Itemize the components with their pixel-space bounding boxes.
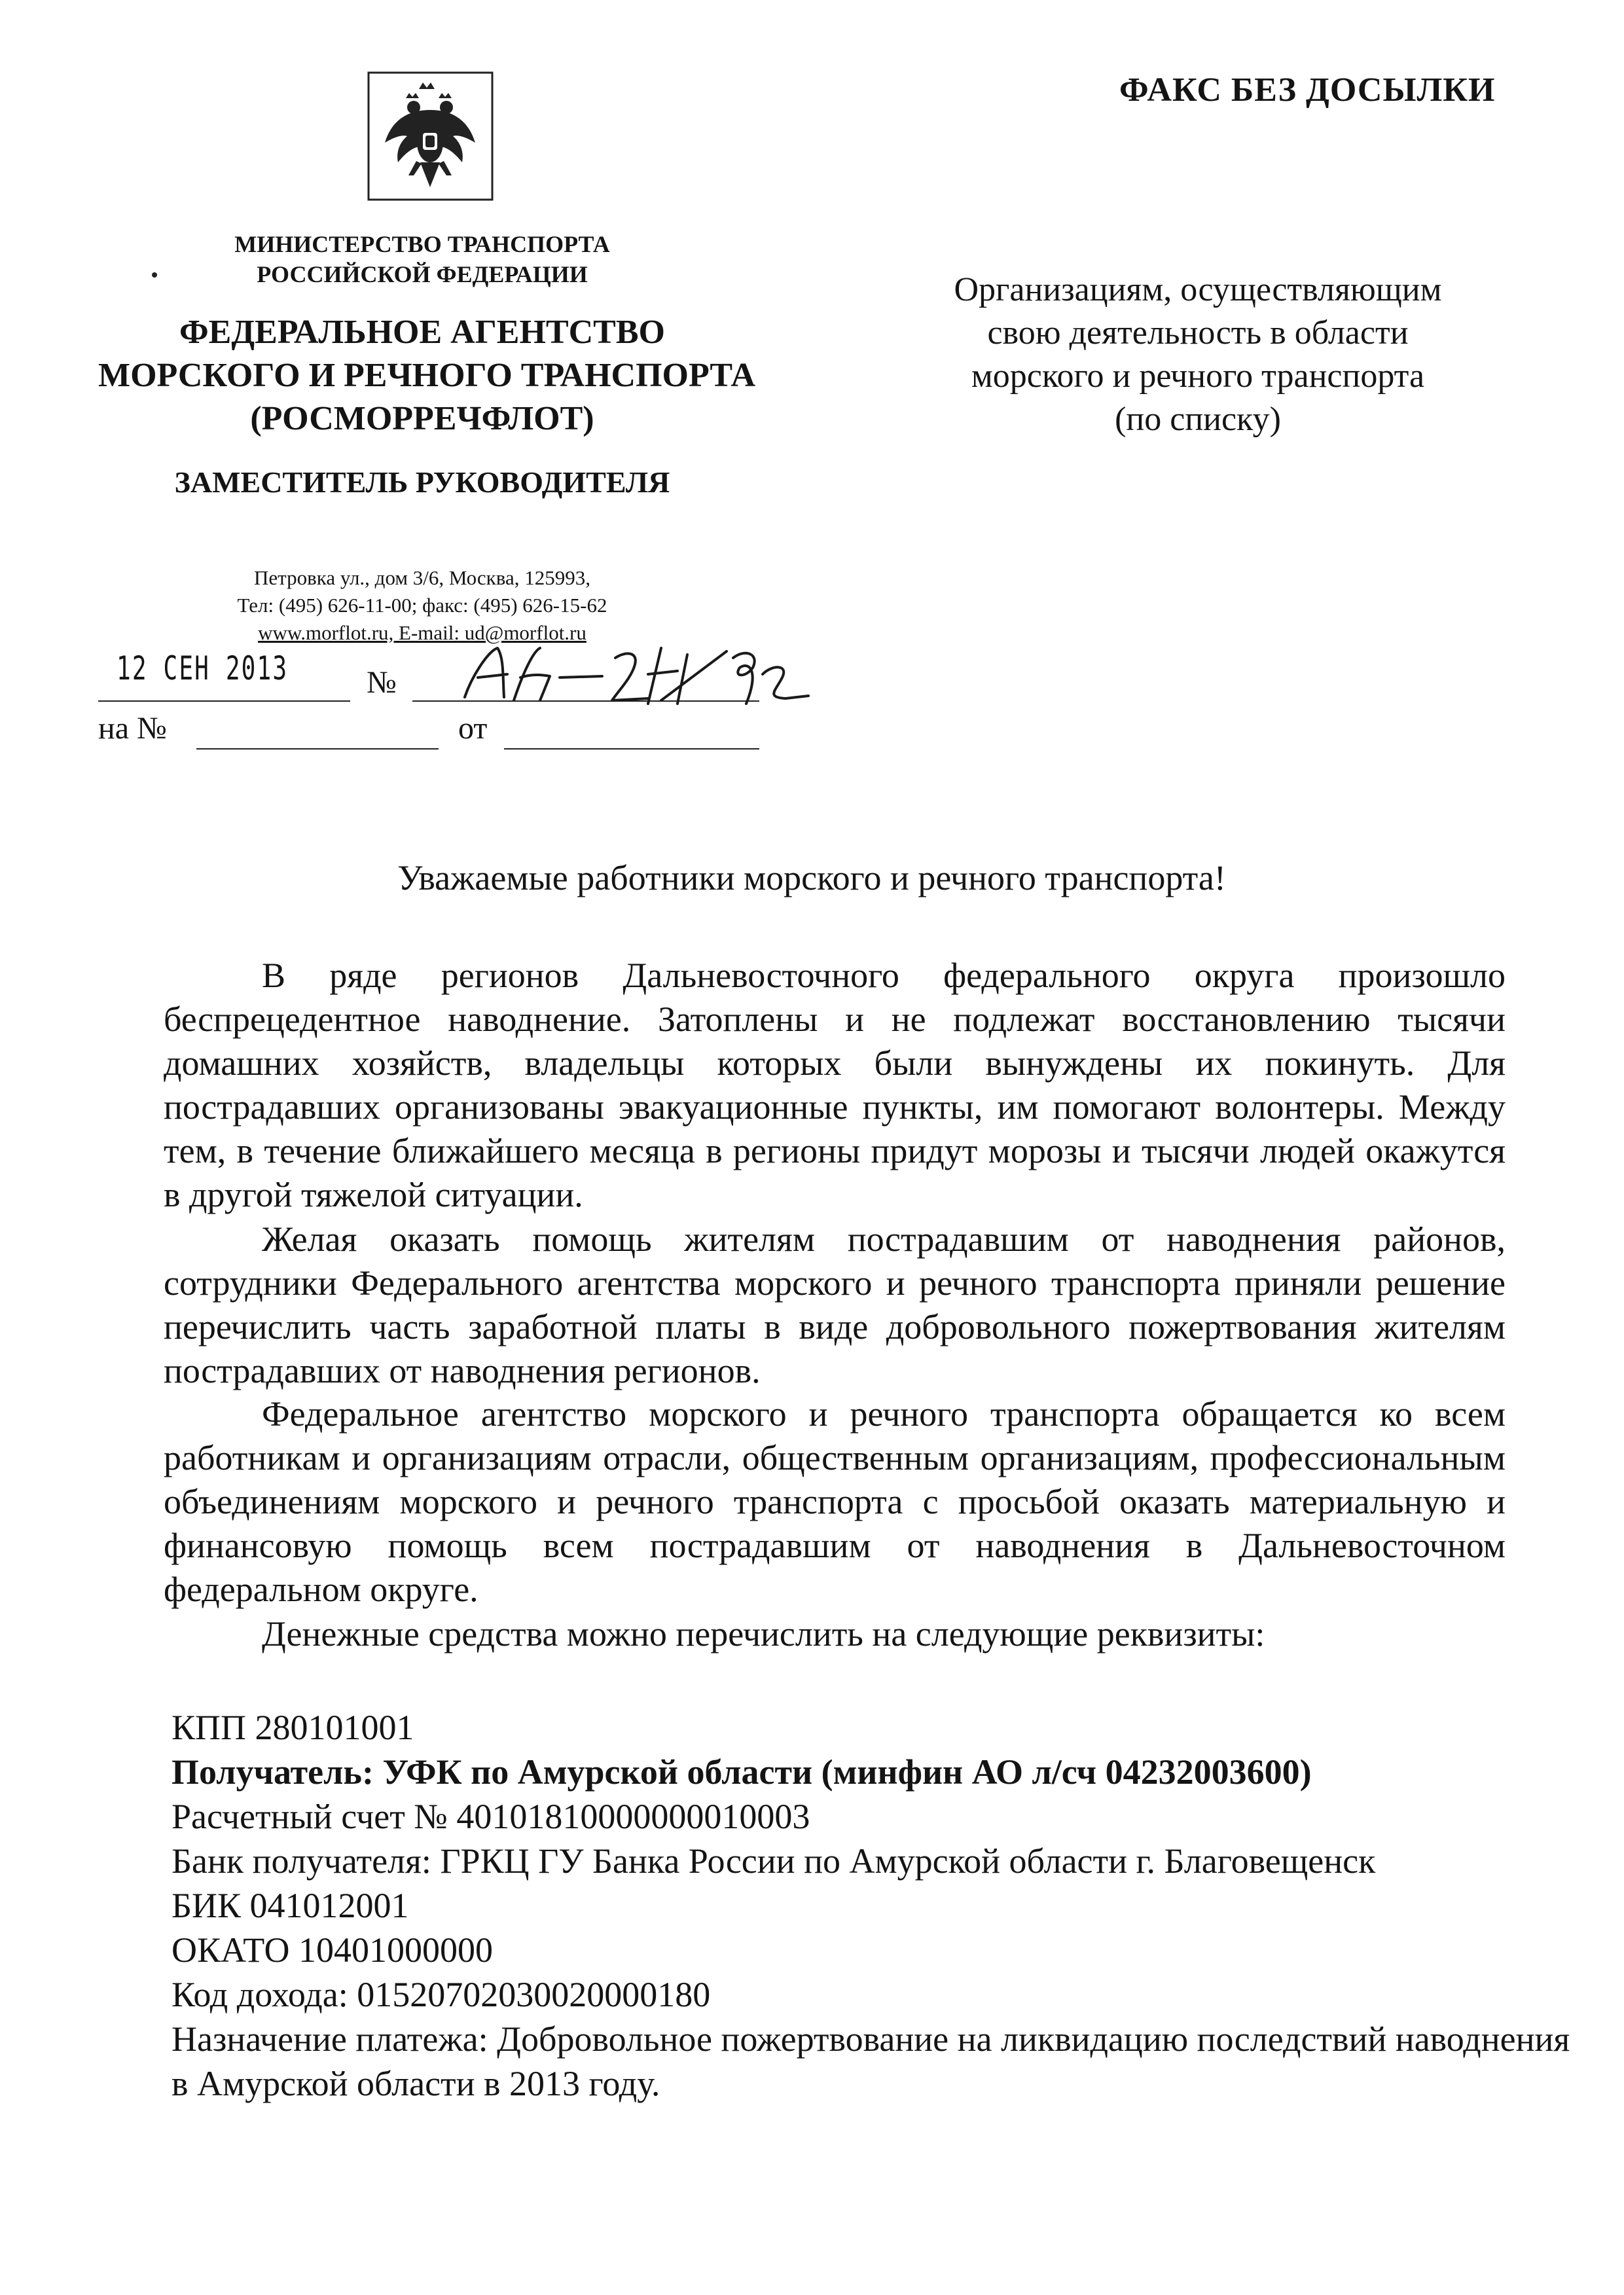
reference-underline — [196, 748, 439, 750]
agency-name-line3: (РОСМОРРЕЧФЛОТ) — [250, 400, 594, 437]
recipient-bank: Банк получателя: ГРКЦ ГУ Банка России по Амурской области г. Благовещенск — [171, 1841, 1376, 1881]
phones-line: Тел: (495) 626-11-00; факс: (495) 626-15-62 — [237, 594, 607, 617]
addressee-line4: (по списку) — [1115, 401, 1281, 438]
body-paragraph-3: Федеральное агентство морского и речного транспорта обращается ко всем работникам и организациям отрасли, общественным организациям, профессиональным объединениям морского и речного транспорта с просьбой оказать материальную и финансовую помощь всем пострадавшим от наводнения в Дальневосточном федеральном округе. — [164, 1394, 1506, 1609]
from-underline — [504, 748, 759, 750]
payment-purpose: Назначение платежа: Добровольное пожертвование на ликвидацию последствий наводнения в Амурской области в 2013 году. — [171, 2019, 1570, 2103]
addressee-line3: морского и речного транспорта — [971, 357, 1425, 395]
recipient: Получатель: УФК по Амурской области (минфин АО л/сч 04232003600) — [171, 1752, 1312, 1792]
body-paragraph-1: В ряде регионов Дальневосточного федерального округа произошло беспрецедентное наводнение. Затоплены и не подлежат восстановлению тысячи домашних хозяйств, владельцы которых были вынуждены их покинуть. Для пострадавших организованы эвакуационные пункты, им помогают волонтеры. Между тем, в течение ближайшего месяца в регионы придут морозы и тысячи людей окажутся в другой тяжелой ситуации. — [164, 956, 1506, 1214]
agency-name-line1: ФЕДЕРАЛЬНОЕ АГЕНТСТВО — [179, 314, 665, 351]
from-label: от — [458, 711, 488, 746]
ministry-name-line2: РОССИЙСКОЙ ФЕДЕРАЦИИ — [257, 261, 588, 287]
okato: ОКАТО 10401000000 — [171, 1930, 494, 1970]
addressee-line1: Организациям, осуществляющим — [954, 271, 1442, 308]
agency-name-line2: МОРСКОГО И РЕЧНОГО ТРАНСПОРТА — [98, 357, 756, 394]
bullet-mark — [152, 272, 157, 278]
russian-coat-of-arms-icon — [367, 71, 494, 202]
fax-label: ФАКС БЕЗ ДОСЫЛКИ — [1119, 71, 1496, 109]
web-email-line: www.morflot.ru, E-mail: ud@morflot.ru — [258, 621, 586, 644]
account: Расчетный счет № 40101810000000010003 — [171, 1797, 810, 1836]
body-paragraph-4: Денежные средства можно перечислить на следующие реквизиты: — [262, 1614, 1265, 1653]
ministry-name-line1: МИНИСТЕРСТВО ТРАНСПОРТА — [234, 231, 610, 257]
handwritten-number-signature — [452, 638, 818, 717]
payment-details — [171, 1705, 1579, 2106]
kpp: КПП 280101001 — [171, 1708, 414, 1747]
date-underline — [98, 700, 350, 702]
income-code: Код дохода: 01520702030020000180 — [171, 1975, 711, 2014]
number-label: № — [367, 665, 397, 700]
body-paragraph-2: Желая оказать помощь жителям пострадавшим от наводнения районов, сотрудники Федерального агентства морского и речного транспорта приняли решение перечислить часть заработной платы в виде добровольного пожертвования жителям пострадавших от наводнения регионов. — [164, 1220, 1506, 1390]
reference-label: на № — [98, 711, 167, 746]
bik: БИК 041012001 — [171, 1886, 409, 1925]
address-line: Петровка ул., дом 3/6, Москва, 125993, — [254, 566, 590, 589]
addressee-line2: свою деятельность в области — [987, 314, 1409, 352]
registration-date: 12 СЕН 2013 — [117, 649, 289, 687]
greeting: Уважаемые работники морского и речного транспорта! — [397, 858, 1226, 897]
position-title: ЗАМЕСТИТЕЛЬ РУКОВОДИТЕЛЯ — [174, 465, 670, 499]
